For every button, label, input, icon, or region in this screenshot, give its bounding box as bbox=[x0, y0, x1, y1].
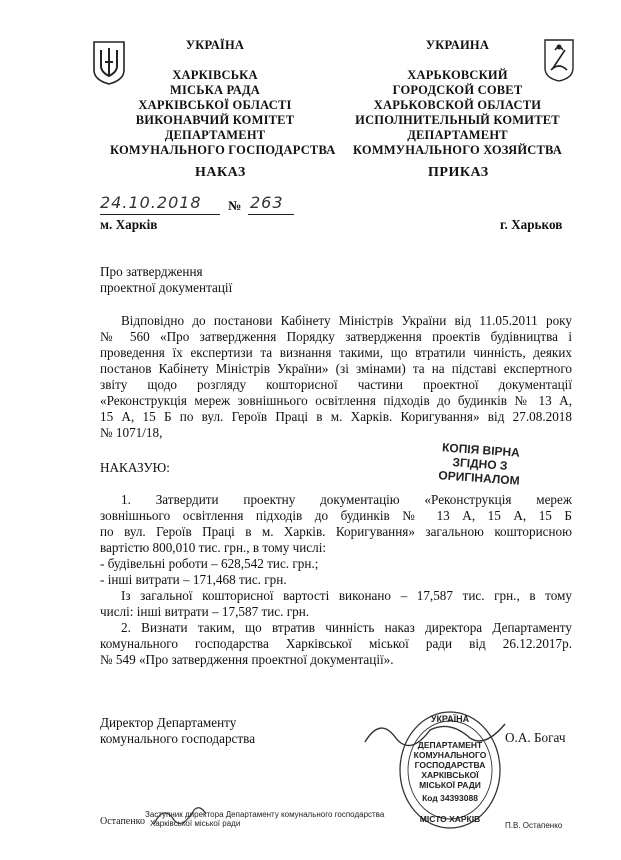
number-sign: № bbox=[228, 198, 242, 213]
item-1-bullet: - інші витрати – 171,468 тис. грн. bbox=[100, 572, 287, 587]
header-left-line: ХАРКІВСЬКОЇ ОБЛАСТІ bbox=[138, 98, 292, 112]
item-1-line: вартістю 800,010 тис. грн., в тому числі: bbox=[100, 540, 327, 555]
preamble-line: постанов Кабінету Міністрів України» (зі змінами) та на підставі експертного bbox=[100, 361, 572, 376]
header-right-line: УКРАИНА bbox=[425, 38, 490, 52]
header-left-line: ХАРКІВСЬКА bbox=[172, 68, 258, 82]
header-right bbox=[350, 38, 565, 158]
header-right-line: ДЕПАРТАМЕНТ bbox=[407, 128, 508, 142]
number-underline bbox=[248, 214, 294, 215]
preamble-line: проведення їх експертизи та визнання такими, що втратили чинність, деяких bbox=[100, 345, 572, 360]
seal-line: ДЕПАРТАМЕНТ bbox=[417, 740, 483, 750]
footer-scribble bbox=[150, 800, 210, 830]
official-seal bbox=[398, 710, 502, 830]
item-1-line: 1. Затвердити проектну документацію «Реконструкція мереж bbox=[121, 492, 572, 507]
signature-title bbox=[100, 715, 255, 747]
signature-title-line: Директор Департаменту bbox=[100, 715, 237, 730]
seal-bottom-text: МІСТО ХАРКІВ bbox=[419, 814, 481, 824]
header-left-line: КОМУНАЛЬНОГО ГОСПОДАРСТВА bbox=[110, 143, 336, 157]
doc-type-ru: ПРИКАЗ bbox=[428, 165, 489, 180]
item-1-line: по вул. Героїв Праці в м. Харків. Коригування» загальною кошторисною bbox=[100, 524, 572, 539]
seal-code: Код 34393088 bbox=[422, 793, 478, 803]
city-ua: м. Харків bbox=[100, 217, 158, 232]
footer-executor-right: П.В. Остапенко bbox=[505, 821, 563, 830]
header-right-line: КОММУНАЛЬНОГО ХОЗЯЙСТВА bbox=[352, 143, 563, 157]
seal-line: КОМУНАЛЬНОГО bbox=[413, 750, 487, 760]
item-2-line: 2. Визнати таким, що втратив чинність наказ директора Департаменту bbox=[121, 620, 572, 635]
copy-stamp bbox=[424, 439, 537, 489]
copy-stamp-line: ОРИГІНАЛОМ bbox=[437, 468, 521, 488]
city-ru: г. Харьков bbox=[500, 217, 563, 232]
item-2-line: комунального господарства Харківської міської ради від 26.12.2017р. bbox=[100, 636, 572, 651]
copy-stamp-line: ЗГІДНО З bbox=[452, 455, 508, 473]
seal-line: ГОСПОДАРСТВА bbox=[414, 760, 486, 770]
preamble-line: Відповідно до постанови Кабінету Міністрів України від 11.05.2011 року bbox=[121, 313, 572, 328]
header-right-line: ХАРЬКОВСКОЙ ОБЛАСТИ bbox=[373, 98, 542, 112]
footer-stamp-line: Заступник директора Департаменту комунального господарства bbox=[145, 810, 385, 819]
preamble-line: звіту щодо розгляду кошторисної частини проектної документації bbox=[100, 377, 572, 392]
signature-name: О.А. Богач bbox=[505, 730, 566, 745]
footer-stamp-line: Харківської міської ради bbox=[150, 819, 241, 828]
order-word: НАКАЗУЮ: bbox=[100, 460, 170, 475]
doc-type-ua: НАКАЗ bbox=[195, 165, 246, 180]
number-handwritten: 263 bbox=[250, 193, 284, 212]
signature-title-line: комунального господарства bbox=[100, 731, 256, 746]
header-right-line: ГОРОДСКОЙ СОВЕТ bbox=[392, 83, 523, 97]
preamble bbox=[100, 313, 572, 441]
item-1-note-line: числі: інші витрати – 17,587 тис. грн. bbox=[100, 604, 310, 619]
header-left-line: УКРАЇНА bbox=[185, 38, 245, 52]
header-left bbox=[110, 38, 336, 158]
date-number-row bbox=[100, 193, 300, 217]
seal-line: МІСЬКОЇ РАДИ bbox=[419, 780, 481, 790]
header-left-line: МІСЬКА РАДА bbox=[169, 83, 261, 97]
seal-top-text: УКРАЇНА bbox=[430, 714, 470, 724]
item-2-line: № 549 «Про затвердження проектної документації». bbox=[100, 652, 394, 667]
item-1 bbox=[100, 492, 572, 668]
date-handwritten: 24.10.2018 bbox=[100, 193, 202, 212]
preamble-line: № 560 «Про затвердження Порядку затвердження проектів будівництва і bbox=[100, 329, 572, 344]
copy-stamp-line: КОПІЯ ВІРНА bbox=[441, 440, 521, 460]
seal-line: ХАРКІВСЬКОЇ bbox=[421, 770, 479, 780]
item-1-bullet: - будівельні роботи – 628,542 тис. грн.; bbox=[100, 556, 319, 571]
item-1-line: зовнішнього освітлення підходів до будинків № 13 А, 15 А, 15 Б bbox=[100, 508, 572, 523]
subject bbox=[100, 264, 232, 296]
header-right-line: ХАРЬКОВСКИЙ bbox=[407, 68, 508, 82]
preamble-line: «Реконструкція мереж зовнішнього освітлення підходів до будинків № 13 А, bbox=[100, 393, 572, 408]
footer-executor-left: Остапенко bbox=[100, 816, 145, 827]
header-right-line: ИСПОЛНИТЕЛЬНЫЙ КОМИТЕТ bbox=[355, 113, 560, 127]
preamble-line: 15 А, 15 Б по вул. Героїв Праці в м. Харків. Коригування» від 27.08.2018 bbox=[100, 409, 572, 424]
subject-line: проектної документації bbox=[100, 280, 233, 295]
item-1-note-line: Із загальної кошторисної вартості виконано – 17,587 тис. грн., в тому bbox=[121, 588, 572, 603]
subject-line: Про затвердження bbox=[100, 264, 203, 279]
header-left-line: ДЕПАРТАМЕНТ bbox=[164, 128, 266, 142]
preamble-line: № 1071/18, bbox=[100, 425, 163, 440]
date-underline bbox=[100, 214, 220, 215]
header-left-line: ВИКОНАВЧИЙ КОМІТЕТ bbox=[135, 113, 295, 127]
